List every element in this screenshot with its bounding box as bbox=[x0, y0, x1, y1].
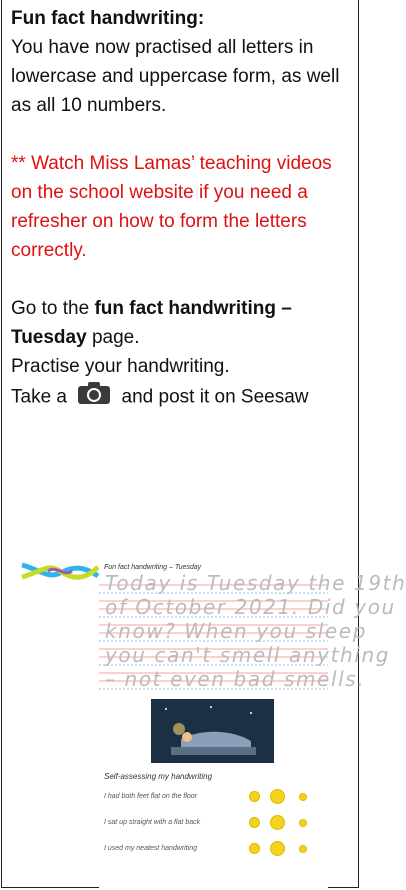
instruction-go: Go to the fun fact handwriting – Tuesday page. bbox=[11, 298, 292, 348]
seesaw-logo bbox=[20, 561, 100, 583]
instruction-practise: Practise your handwriting. bbox=[11, 356, 230, 377]
smiley-face-icon bbox=[249, 843, 260, 854]
smiley-face-icon bbox=[299, 819, 307, 827]
smiley-face-icon bbox=[270, 841, 285, 856]
tracing-line-5: – not even bad smells. bbox=[105, 667, 366, 691]
criterion-2: I sat up straight with a flat back bbox=[104, 819, 201, 826]
smiley-face-icon bbox=[270, 815, 285, 830]
camera-icon bbox=[72, 381, 116, 414]
self-assess-title: Self-assessing my handwriting bbox=[104, 772, 213, 781]
tracing-line-4: you can't smell anything bbox=[105, 643, 391, 667]
handwriting-worksheet-image bbox=[99, 563, 406, 888]
intro-text: You have now practised all letters in lowercase and uppercase form, as well as all 10 numbers. bbox=[11, 37, 340, 116]
smiley-face-icon bbox=[299, 845, 307, 853]
smiley-face-icon bbox=[270, 789, 285, 804]
tracing-line-3: know? When you sleep bbox=[105, 619, 367, 643]
lesson-text bbox=[11, 4, 351, 414]
worksheet-title: Fun fact handwriting – Tuesday bbox=[104, 564, 202, 571]
criterion-1: I had both feet flat on the floor bbox=[104, 793, 198, 800]
lesson-heading: Fun fact handwriting: bbox=[11, 8, 205, 29]
smiley-face-icon bbox=[299, 793, 307, 801]
reminder-text: ** Watch Miss Lamas’ teaching videos on the school website if you need a refresher on how to form the letters correctly. bbox=[11, 153, 332, 261]
sleeping-illustration bbox=[151, 699, 274, 763]
tracing-line-1: Today is Tuesday the 19th bbox=[105, 571, 406, 595]
smiley-face-icon bbox=[249, 791, 260, 802]
page-name: fun fact handwriting – Tuesday bbox=[11, 298, 292, 348]
tracing-line-2: of October 2021. Did you bbox=[105, 595, 396, 619]
criterion-3: I used my neatest handwriting bbox=[104, 845, 197, 852]
smiley-face-icon bbox=[249, 817, 260, 828]
instruction-take: Take a and post it on Seesaw bbox=[11, 381, 351, 414]
